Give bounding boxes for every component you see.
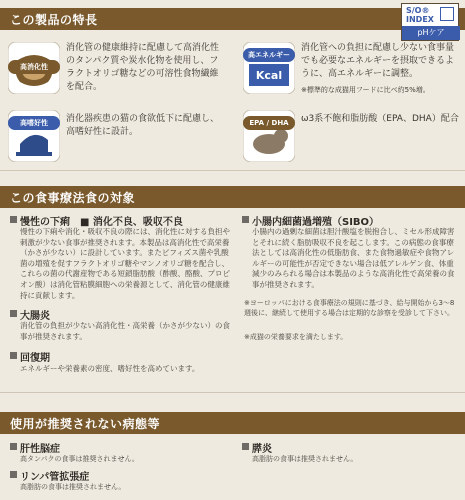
high-energy-icon-label: 高エネルギー [243,48,295,62]
feeding-period-note: ※ヨーロッパにおける食事療法の規則に基づき、給与開始から3〜8週後に、継続して使用する場合は定期的な診察を受診して下さい。 [244,299,455,317]
badge-logo-icon [440,7,454,21]
digestive-icon-label: 高消化性 [8,60,60,74]
divider [0,170,465,171]
target-sibo-body: 小腸内の過剰な細菌は胆汁酸塩を脱抱合し、ミセル形成障害とそれに続く脂肪吸収不良を起こします。この病態の食事療法としては高消化性の低脂肪食、また食物過敏症や食物アレルギーの可能性が否定できない場合は低アレルゲン食、体重減少のみられる場合は本製品のような高消化性で高栄養の食事が推奨されます。 [252,227,455,289]
hepatic-encephalopathy-heading: 肝性脳症 [20,444,60,455]
pancreatitis-body: 高脂肪の食事は推奨されません。 [252,455,358,463]
lymphangiectasia-body: 高脂肪の食事は推奨されません。 [20,483,126,491]
bullet [10,352,17,359]
bullet [242,216,249,223]
bullet [10,216,17,223]
target-colitis-heading: 大腸炎 [20,311,50,322]
epa-dha-icon-label: EPA / DHA [243,116,295,130]
kcal-label: Kcal [255,69,283,82]
hepatic-encephalopathy-body: 高タンパクの食事は推奨されません。 [20,455,139,463]
bullet [10,310,17,317]
badge-line1: S/O® [406,6,430,15]
target-chronic-diarrhea-heading: 慢性の下痢 ■ 消化不良、吸収不良 [20,217,183,228]
targets-section-bar [0,186,465,208]
not-recommended-section-title: 使用が推奨されない病態等 [10,417,161,431]
high-energy-icon [243,42,295,94]
palatability-icon-label: 高嗜好性 [8,116,60,130]
feature-digestive-text: 消化管の健康維持に配慮して高消化性のタンパク質や炭水化物を使用し、フラクトオリゴ糖などの可溶性食物繊維を配合。 [66,43,220,92]
features-section-title: この製品の特長 [10,13,98,27]
target-recovery-heading: 回復期 [20,353,50,364]
target-chronic-diarrhea-body: 慢性の下痢や消化・吸収不良の際には、消化性に対する負担や刺激が少ない食事が推奨されます。本製品は高消化性で高栄養（かさが少ない）に設計しています。またビフィズス菌や乳酸菌の増殖を促すフラクトオリゴ糖やマンノオリゴ糖を配合し、これらの菌の代謝産物である短鎖脂肪酸（酢酸、酪酸、プロピオン酸）は消化管粘膜細胞への栄養源として、消化管の健康維持に貢献します。 [20,227,230,300]
pancreatitis-heading: 膵炎 [252,444,272,455]
target-recovery-body: エネルギーや栄養素の密度、嗜好性を高めています。 [20,364,200,373]
target-sibo-heading: 小腸内細菌過増殖（SIBO） [252,217,380,228]
palatability-icon [8,110,60,162]
divider [0,392,465,393]
epa-dha-icon [243,110,295,162]
feature-palatability-text: 消化器疾患の猫の食欲低下に配慮し、高嗜好性に設計。 [66,114,220,137]
feature-energy-text: 消化管への負担に配慮し少ない食事量でも必要なエネルギーを摂取できるように、高エネルギーに調整。 [301,43,455,79]
lymphangiectasia-heading: リンパ管拡張症 [20,472,90,483]
target-colitis-body: 消化管の負担が少ない高消化性・高栄養（かさが少ない）の食事が推奨されます。 [20,321,230,341]
badge-line2: INDEX [406,15,434,24]
adult-cat-note: ※成猫の栄養要求を満たします。 [244,333,348,341]
feature-epa-text: ω3系不飽和脂肪酸（EPA、DHA）配合 [301,114,459,124]
features-section-bar [0,8,465,30]
not-recommended-section-bar [0,412,465,434]
feature-energy-note: ※標準的な成猫用フードに比べ約5%増。 [301,86,430,94]
badge-line3: pHケア [402,26,460,40]
index-badge [401,3,459,41]
bullet [10,443,17,450]
targets-section-title: この食事療法食の対象 [10,191,136,205]
bullet [10,471,17,478]
bullet [242,443,249,450]
digestive-icon [8,42,60,94]
